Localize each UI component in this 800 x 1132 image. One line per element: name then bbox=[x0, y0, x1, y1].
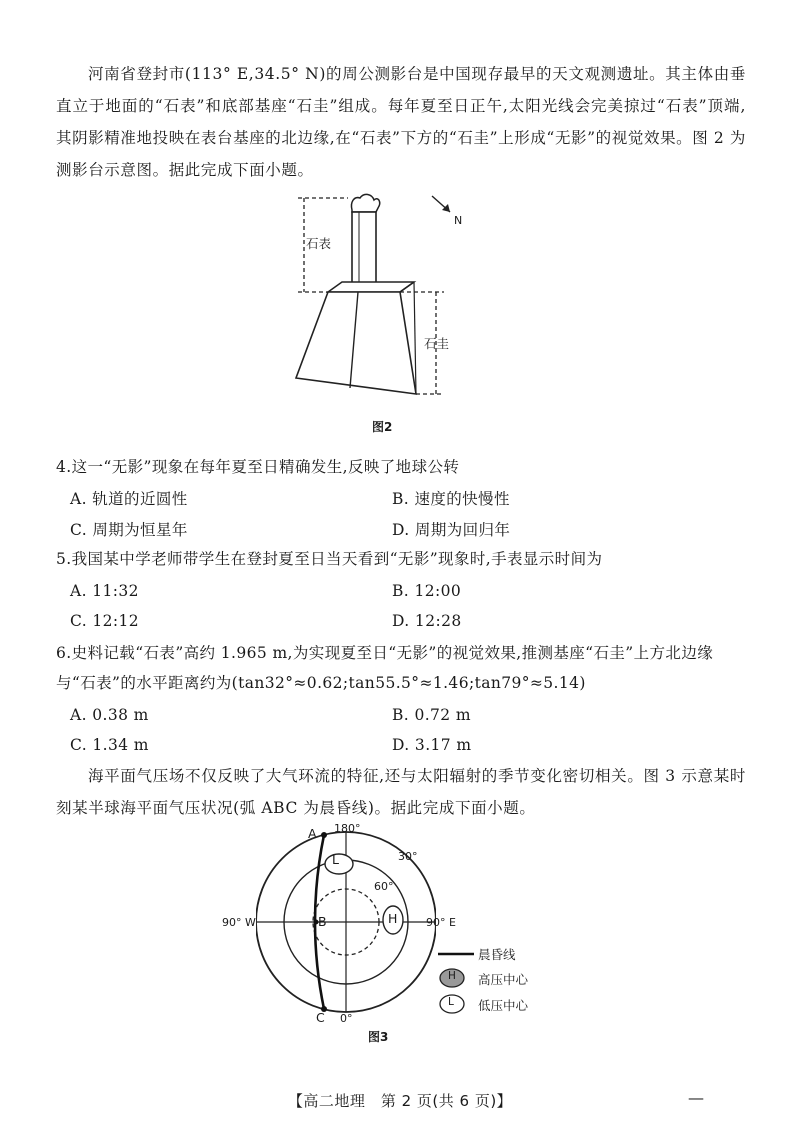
point-B: B bbox=[318, 914, 327, 929]
page-footer: 【高二地理 第 2 页(共 6 页)】 bbox=[287, 1092, 513, 1110]
question-5-stem: 5.我国某中学老师带学生在登封夏至日当天看到“无影”现象时,手表显示时间为 bbox=[56, 550, 603, 568]
corner-mark: — bbox=[688, 1088, 704, 1107]
legend-high-label: 高压中心 bbox=[478, 972, 529, 987]
map-L-center: L bbox=[332, 852, 339, 867]
point-A: A bbox=[308, 826, 317, 841]
q6-option-a[interactable]: A. 0.38 m bbox=[70, 706, 149, 724]
q5-option-d[interactable]: D. 12:28 bbox=[392, 612, 462, 630]
q5-option-b[interactable]: B. 12:00 bbox=[392, 582, 462, 600]
legend-low-label: 低压中心 bbox=[478, 998, 529, 1013]
q6-option-c[interactable]: C. 1.34 m bbox=[70, 736, 149, 754]
label-90e: 90° E bbox=[426, 916, 456, 929]
label-stone-gnomon: 石表 bbox=[306, 236, 332, 251]
figure-3-legend-symbols bbox=[436, 946, 476, 1016]
north-label: N bbox=[454, 214, 463, 227]
question-4-stem: 4.这一“无影”现象在每年夏至日精确发生,反映了地球公转 bbox=[56, 458, 460, 476]
q4-option-c[interactable]: C. 周期为恒星年 bbox=[70, 521, 188, 539]
label-stone-base: 石圭 bbox=[424, 336, 450, 351]
q4-option-d[interactable]: D. 周期为回归年 bbox=[392, 521, 511, 539]
q4-option-a[interactable]: A. 轨道的近圆性 bbox=[70, 490, 188, 508]
q5-option-a[interactable]: A. 11:32 bbox=[70, 582, 139, 600]
legend-terminator-label: 晨昏线 bbox=[478, 947, 516, 962]
label-90w: 90° W bbox=[222, 916, 256, 929]
label-30: 30° bbox=[398, 850, 418, 863]
passage-shadow-tower: 河南省登封市(113° E,34.5° N)的周公测影台是中国现存最早的天文观测遗址。其主体由垂直立于地面的“石表”和底部基座“石圭”组成。每年夏至日正午,太阳光线会完美掠过“石表”顶端,其阴影精准地投映在表台基座的北边缘,在“石表”下方的“石圭”上形成“无影”的视觉效果。图 2 为测影台示意图。据此完成下面小题。 bbox=[56, 65, 746, 179]
legend-H-symbol: H bbox=[448, 970, 456, 982]
label-180: 180° bbox=[334, 822, 361, 835]
passage-sea-level-pressure: 海平面气压场不仅反映了大气环流的特征,还与太阳辐射的季节变化密切相关。图 3 示意某时刻某半球海平面气压状况(弧 ABC 为晨昏线)。据此完成下面小题。 bbox=[56, 767, 746, 817]
figure-2-caption: 图2 bbox=[372, 420, 393, 434]
label-0: 0° bbox=[340, 1012, 353, 1025]
q5-option-c[interactable]: C. 12:12 bbox=[70, 612, 140, 630]
q6-option-b[interactable]: B. 0.72 m bbox=[392, 706, 471, 724]
point-C: C bbox=[316, 1010, 325, 1025]
q4-option-b[interactable]: B. 速度的快慢性 bbox=[392, 490, 510, 508]
map-H-center: H bbox=[388, 911, 398, 926]
legend-L-symbol: L bbox=[448, 996, 454, 1008]
question-6-stem: 6.史料记载“石表”高约 1.965 m,为实现夏至日“无影”的视觉效果,推测基座“石圭”上方北边缘与“石表”的水平距离约为(tan32°≈0.62;tan55.5°≈1.46;tan79°≈5.14) bbox=[56, 644, 714, 692]
figure-3-caption: 图3 bbox=[368, 1030, 389, 1044]
q6-option-d[interactable]: D. 3.17 m bbox=[392, 736, 472, 754]
label-60: 60° bbox=[374, 880, 394, 893]
